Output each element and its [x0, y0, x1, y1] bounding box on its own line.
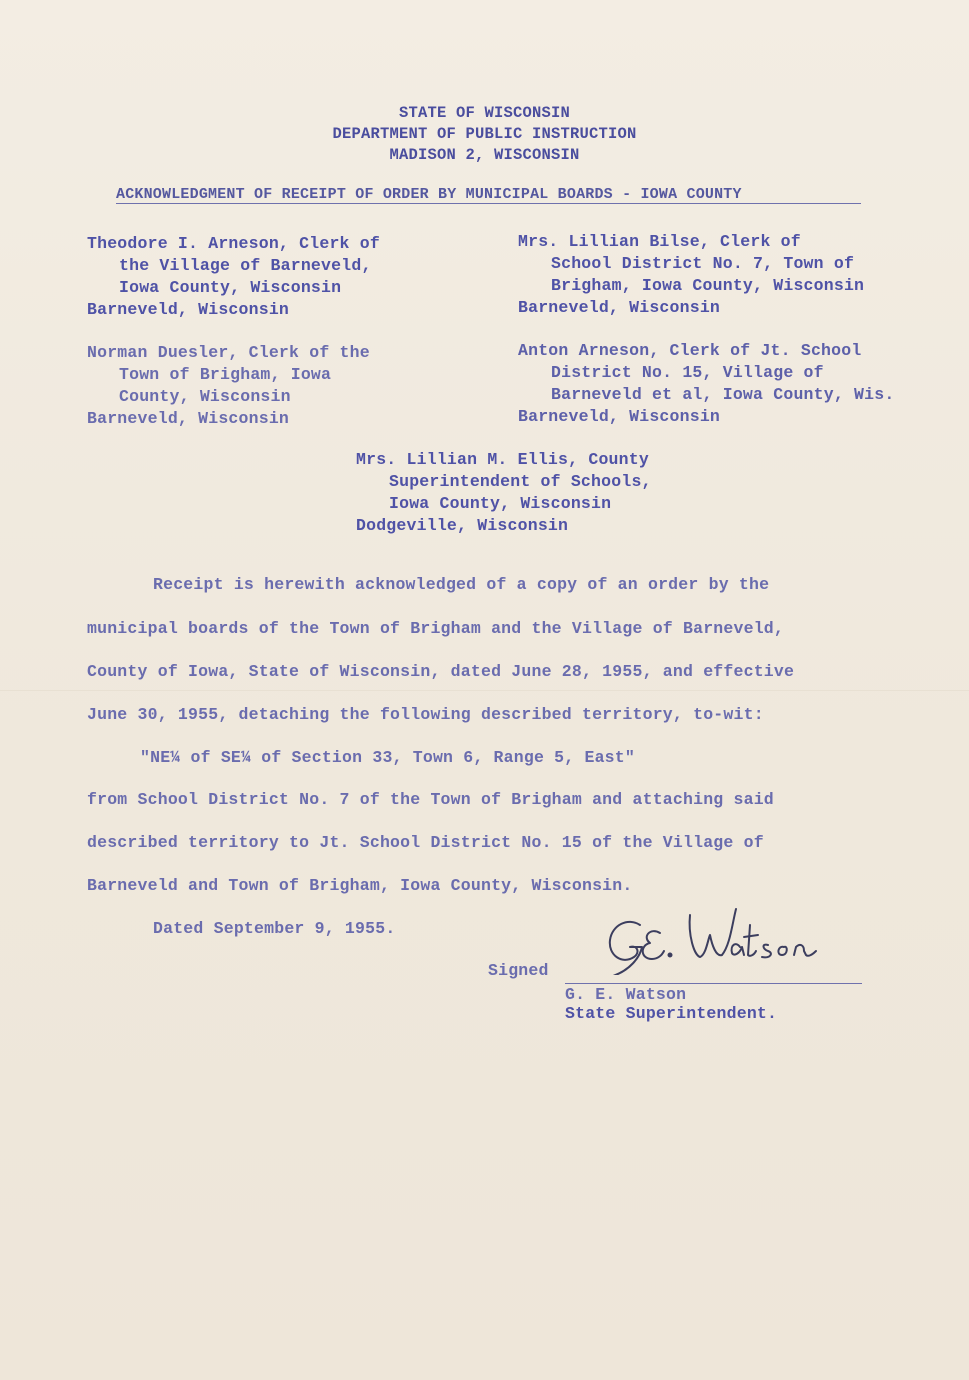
addressee-line: Barneveld et al, Iowa County, Wis.: [551, 385, 895, 404]
addressee-line: Iowa County, Wisconsin: [119, 278, 342, 297]
handwritten-signature: [590, 895, 840, 975]
addressee-line: County, Wisconsin: [119, 387, 291, 406]
body-line: from School District No. 7 of the Town of Brigham and attaching said: [87, 790, 774, 809]
header-city: MADISON 2, WISCONSIN: [389, 146, 580, 164]
addressee-line: Iowa County, Wisconsin: [389, 494, 612, 513]
dated-line: Dated September 9, 1955.: [153, 919, 396, 938]
addressee-line: Brigham, Iowa County, Wisconsin: [551, 276, 865, 295]
signer-name: G. E. Watson: [565, 985, 687, 1004]
addressee-line: Theodore I. Arneson, Clerk of: [87, 234, 380, 253]
paper-fold: [0, 690, 969, 691]
addressee-line: Dodgeville, Wisconsin: [356, 516, 569, 535]
title-underline: [116, 203, 861, 204]
signature-rule: [565, 983, 862, 984]
addressee-line: Barneveld, Wisconsin: [518, 407, 721, 426]
header-department: DEPARTMENT OF PUBLIC INSTRUCTION: [332, 125, 637, 143]
header-state: STATE OF WISCONSIN: [398, 104, 571, 122]
body-line: Barneveld and Town of Brigham, Iowa County, Wisconsin.: [87, 876, 633, 895]
addressee-line: Mrs. Lillian M. Ellis, County: [356, 450, 649, 469]
signed-label: Signed: [488, 961, 549, 980]
addressee-line: Anton Arneson, Clerk of Jt. School: [518, 341, 862, 360]
addressee-line: Mrs. Lillian Bilse, Clerk of: [518, 232, 801, 251]
addressee-line: Norman Duesler, Clerk of the: [87, 343, 370, 362]
body-line: Receipt is herewith acknowledged of a copy of an order by the: [153, 575, 770, 594]
addressee-line: Town of Brigham, Iowa: [119, 365, 332, 384]
body-line: municipal boards of the Town of Brigham and the Village of Barneveld,: [87, 619, 785, 638]
signer-title: State Superintendent.: [565, 1004, 778, 1023]
addressee-line: District No. 15, Village of: [551, 363, 824, 382]
addressee-line: Barneveld, Wisconsin: [87, 300, 290, 319]
addressee-line: Barneveld, Wisconsin: [518, 298, 721, 317]
body-line: described territory to Jt. School District No. 15 of the Village of: [87, 833, 764, 852]
addressee-line: Superintendent of Schools,: [389, 472, 652, 491]
body-line: June 30, 1955, detaching the following described territory, to-wit:: [87, 705, 764, 724]
body-line: County of Iowa, State of Wisconsin, dated June 28, 1955, and effective: [87, 662, 795, 681]
legal-description: "NE¼ of SE¼ of Section 33, Town 6, Range 5, East": [140, 748, 635, 767]
addressee-line: School District No. 7, Town of: [551, 254, 855, 273]
addressee-line: Barneveld, Wisconsin: [87, 409, 290, 428]
addressee-line: the Village of Barneveld,: [119, 256, 372, 275]
document-title: ACKNOWLEDGMENT OF RECEIPT OF ORDER BY MUNICIPAL BOARDS - IOWA COUNTY: [116, 186, 742, 203]
